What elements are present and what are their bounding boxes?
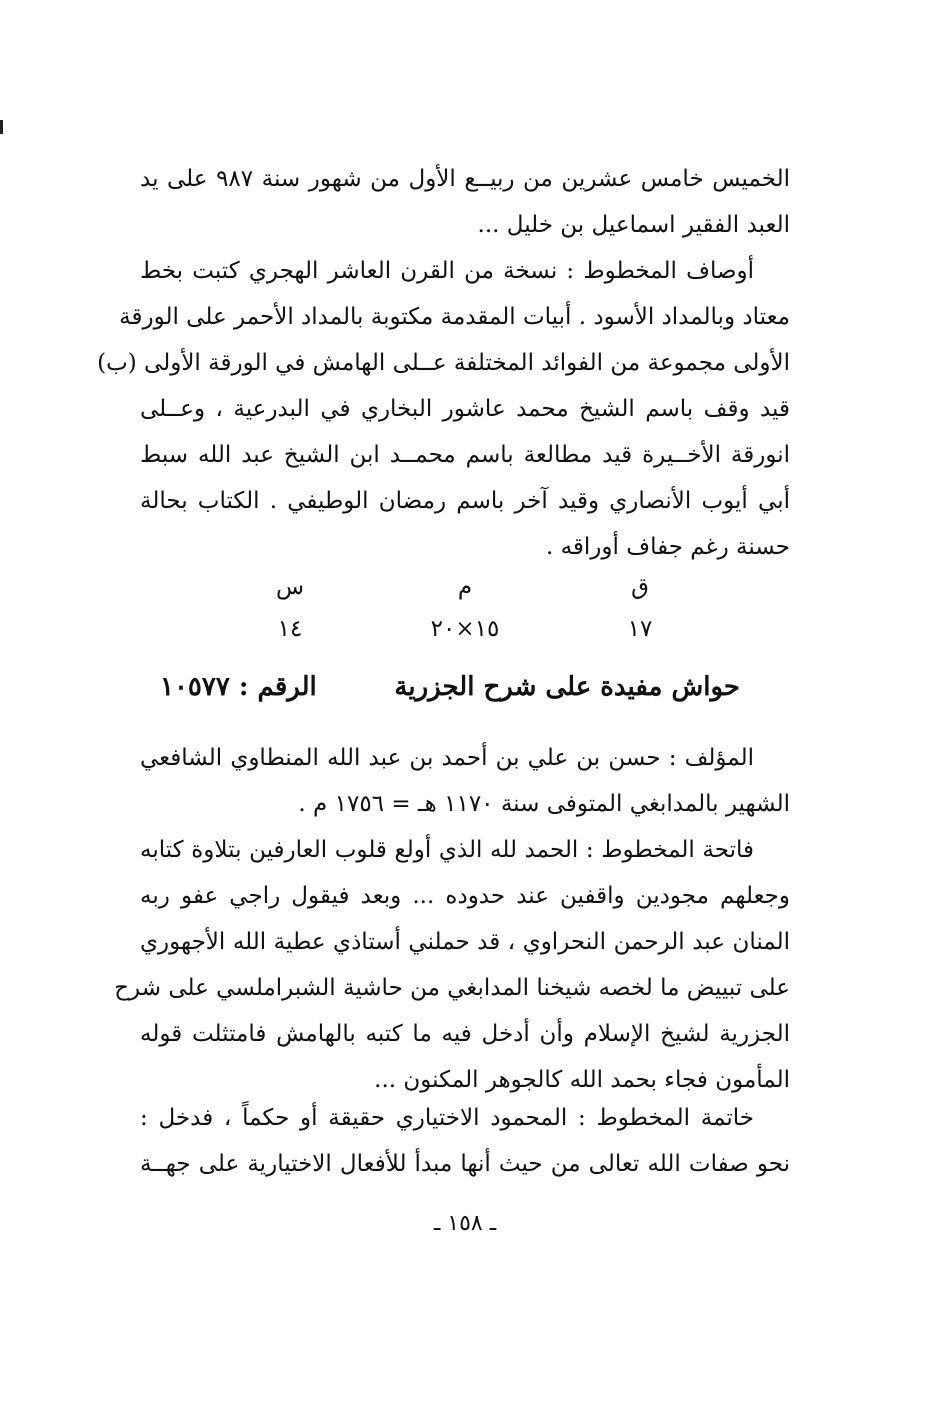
description-line-7: حسنة رغم جفاف أوراقه . [545, 534, 790, 560]
description-line-2: معتاد وبالمداد الأسود . أبيات المقدمة مكتوبة بالمداد الأحمر على الورقة [119, 304, 790, 330]
entry-heading [160, 662, 740, 712]
metrics-value-row [230, 608, 700, 650]
metric-value-folios: ١٧ [627, 616, 653, 642]
closing-line-1: خاتمة المخطوط : المحمود الاختياري حقيقة أو حكماً ، فدخل : [140, 1105, 754, 1131]
opening-line-1: فاتحة المخطوط : الحمد لله الذي أولع قلوب العارفين بتلاوة كتابه [140, 837, 754, 863]
description-line-1: أوصاف المخطوط : نسخة من القرن العاشر الهجري كتبت بخط [140, 258, 754, 284]
author-line-1: المؤلف : حسن بن علي بن أحمد بن عبد الله المنطاوي الشافعي [140, 745, 754, 771]
opening-line-5: الجزرية لشيخ الإسلام وأن أدخل فيه ما كتبه بالهامش فامتثلت قوله [140, 1021, 790, 1047]
closing-paragraph [140, 1095, 790, 1187]
entry-number: الرقم : ١٠٥٧٧ [160, 672, 317, 702]
page-number: ـ ١٥٨ ـ [433, 1211, 497, 1236]
description-line-3: الأولى مجموعة من الفوائد المختلفة عــلى الهامش في الورقة الأولى (ب) [97, 350, 790, 376]
author-paragraph [140, 735, 790, 827]
metric-value-lines: ١٤ [277, 616, 303, 642]
opening-line-2: وجعلهم مجودين واقفين عند حدوده ... وبعد فيقول راجي عفو ربه [140, 883, 790, 909]
opening-line-3: المنان عبد الرحمن النحراوي ، قد حملني أستاذي عطية الله الأجهوري [140, 929, 790, 955]
intro-line-2: العبد الفقير اسماعيل بن خليل ... [477, 212, 790, 238]
intro-paragraph [140, 156, 790, 248]
description-line-6: أبي أيوب الأنصاري وقيد آخر باسم رمضان الوطيفي . الكتاب بحالة [140, 488, 790, 514]
manuscript-metrics [230, 566, 700, 650]
description-paragraph [97, 248, 790, 570]
intro-line-1: الخميس خامس عشرين من ربيــع الأول من شهور سنة ٩٨٧ على يد [140, 166, 790, 192]
closing-line-2: نحو صفات الله تعالى من حيث أنها مبدأ للأفعال الاختيارية على جهــة [140, 1151, 790, 1177]
entry-title: حواش مفيدة على شرح الجزرية [394, 672, 740, 702]
metric-value-dimensions: ١٥×٢٠ [430, 616, 500, 642]
opening-line-6: المأمون فجاء بحمد الله كالجوهر المكنون ... [374, 1067, 790, 1093]
description-line-5: انورقة الأخــيرة قيد مطالعة باسم محمــد ابن الشيخ عبد الله سبط [140, 442, 790, 468]
description-line-4: قيد وقف باسم الشيخ محمد عاشور البخاري في البدرعية ، وعــلى [140, 396, 790, 422]
opening-paragraph [114, 827, 790, 1103]
metric-header-dimensions: م [457, 574, 473, 600]
margin-mark [0, 120, 3, 134]
metric-header-lines: س [275, 574, 305, 600]
author-line-2: الشهير بالمدابغي المتوفى سنة ١١٧٠ هـ = ١٧٥٦ م . [298, 791, 790, 817]
opening-line-4: على تبييض ما لخصه شيخنا المدابغي من حاشية الشبراملسي على شرح [114, 975, 790, 1001]
metric-header-folios: ق [631, 574, 649, 600]
metrics-header-row [230, 566, 700, 608]
